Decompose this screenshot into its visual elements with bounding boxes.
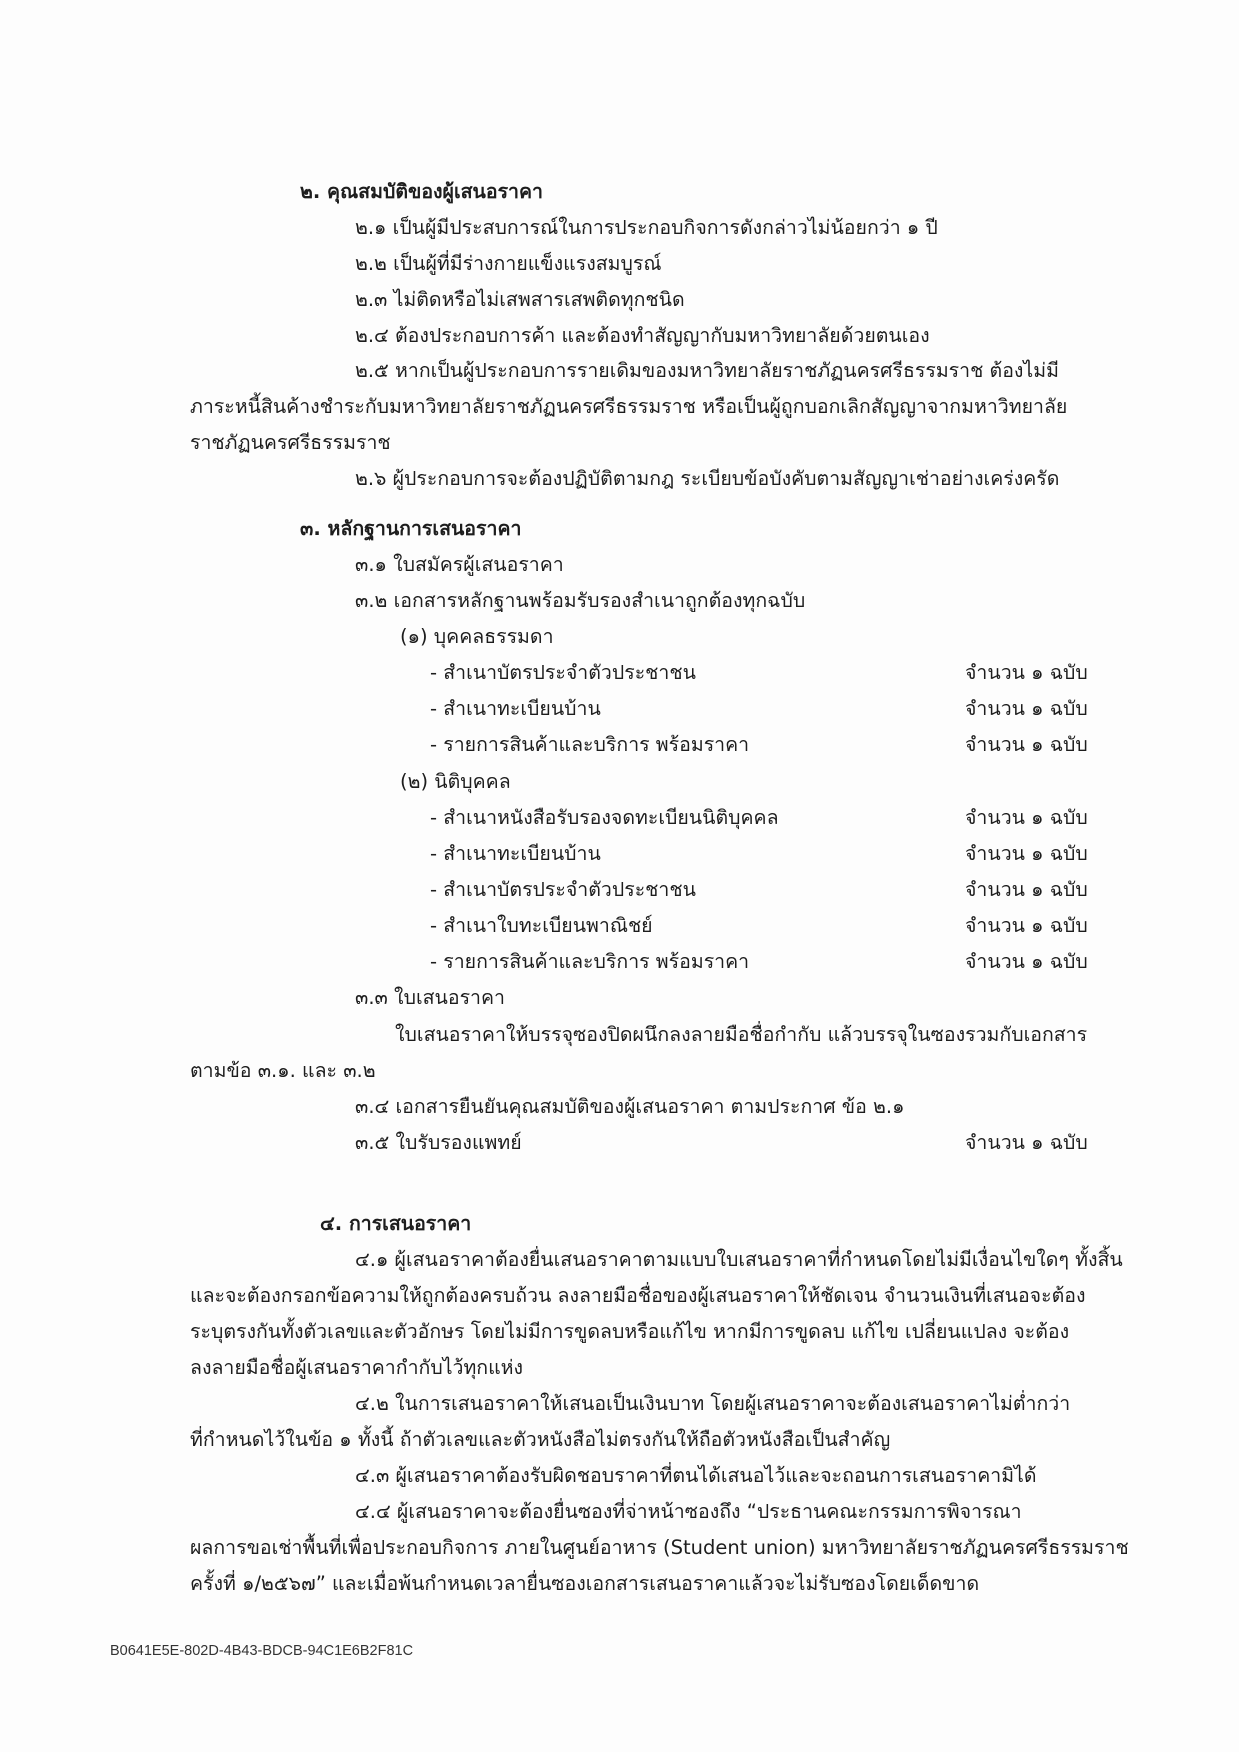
juristic-doc-name: - สำเนาใบทะเบียนพาณิชย์ bbox=[430, 914, 653, 937]
section-2-item-5-line-3: ราชภัฏนครศรีธรรมราช bbox=[190, 431, 391, 454]
juristic-doc-qty: จำนวน ๑ ฉบับ bbox=[965, 806, 1088, 829]
person-doc-name: - สำเนาบัตรประจำตัวประชาชน bbox=[430, 661, 696, 684]
juristic-doc-qty: จำนวน ๑ ฉบับ bbox=[965, 914, 1088, 937]
section-3-item-5: ๓.๕ ใบรับรองแพทย์ bbox=[355, 1131, 522, 1154]
section-4-p1-line: ๔.๑ ผู้เสนอราคาต้องยื่นเสนอราคาตามแบบใบเสนอราคาที่กำหนดโดยไม่มีเงื่อนไขใดๆ ทั้งสิ้น bbox=[355, 1248, 1123, 1271]
section-3-item-3-text-2: ตามข้อ ๓.๑. และ ๓.๒ bbox=[190, 1059, 376, 1082]
section-2-item: ๒.๒ เป็นผู้ที่มีร่างกายแข็งแรงสมบูรณ์ bbox=[355, 252, 662, 275]
section-4-p3: ๔.๓ ผู้เสนอราคาต้องรับผิดชอบราคาที่ตนได้เสนอไว้และจะถอนการเสนอราคามิได้ bbox=[355, 1464, 1037, 1487]
person-doc-name: - สำเนาทะเบียนบ้าน bbox=[430, 697, 601, 720]
section-3-item-3: ๓.๓ ใบเสนอราคา bbox=[355, 986, 505, 1009]
section-4-p2-line: ที่กำหนดไว้ในข้อ ๑ ทั้งนี้ ถ้าตัวเลขและตัวหนังสือไม่ตรงกันให้ถือตัวหนังสือเป็นสำคัญ bbox=[190, 1428, 891, 1451]
natural-person-heading: (๑) บุคคลธรรมดา bbox=[400, 625, 554, 648]
section-4-p4-line: ๔.๔ ผู้เสนอราคาจะต้องยื่นซองที่จ่าหน้าซองถึง “ประธานคณะกรรมการพิจารณา bbox=[355, 1500, 1022, 1523]
section-2-item-5-line-2: ภาระหนี้สินค้างชำระกับมหาวิทยาลัยราชภัฏนครศรีธรรมราช หรือเป็นผู้ถูกบอกเลิกสัญญาจากมหาวิทยาลัย bbox=[190, 395, 1068, 418]
person-doc-qty: จำนวน ๑ ฉบับ bbox=[965, 661, 1088, 684]
section-4-p1-line: ระบุตรงกันทั้งตัวเลขและตัวอักษร โดยไม่มีการขูดลบหรือแก้ไข หากมีการขูดลบ แก้ไข เปลี่ยนแปลง จะต้อง bbox=[190, 1320, 1070, 1343]
section-3-item-3-text-1: ใบเสนอราคาให้บรรจุซองปิดผนึกลงลายมือชื่อกำกับ แล้วบรรจุในซองรวมกับเอกสาร bbox=[395, 1023, 1088, 1046]
section-3-item-4: ๓.๔ เอกสารยืนยันคุณสมบัติของผู้เสนอราคา ตามประกาศ ข้อ ๒.๑ bbox=[355, 1095, 905, 1118]
person-doc-qty: จำนวน ๑ ฉบับ bbox=[965, 733, 1088, 756]
document-code: B0641E5E-802D-4B43-BDCB-94C1E6B2F81C bbox=[110, 1643, 414, 1659]
section-3-item-1: ๓.๑ ใบสมัครผู้เสนอราคา bbox=[355, 553, 564, 576]
section-3-item-2: ๓.๒ เอกสารหลักฐานพร้อมรับรองสำเนาถูกต้องทุกฉบับ bbox=[355, 589, 806, 612]
juristic-doc-name: - สำเนาทะเบียนบ้าน bbox=[430, 842, 601, 865]
section-2-heading: ๒. คุณสมบัติของผู้เสนอราคา bbox=[300, 180, 543, 203]
juristic-doc-name: - รายการสินค้าและบริการ พร้อมราคา bbox=[430, 950, 750, 973]
section-4-p1-line: และจะต้องกรอกข้อความให้ถูกต้องครบถ้วน ลงลายมือชื่อของผู้เสนอราคาให้ชัดเจน จำนวนเงินที่เสนอจะต้อง bbox=[190, 1284, 1086, 1307]
juristic-doc-qty: จำนวน ๑ ฉบับ bbox=[965, 842, 1088, 865]
section-3-item-5-qty: จำนวน ๑ ฉบับ bbox=[965, 1131, 1088, 1154]
section-2-item: ๒.๓ ไม่ติดหรือไม่เสพสารเสพติดทุกชนิด bbox=[355, 288, 685, 311]
juristic-doc-qty: จำนวน ๑ ฉบับ bbox=[965, 950, 1088, 973]
section-4-p1-line: ลงลายมือชื่อผู้เสนอราคากำกับไว้ทุกแห่ง bbox=[190, 1356, 524, 1379]
section-3-heading: ๓. หลักฐานการเสนอราคา bbox=[300, 517, 522, 540]
section-2-item-5-line-1: ๒.๕ หากเป็นผู้ประกอบการรายเดิมของมหาวิทยาลัยราชภัฏนครศรีธรรมราช ต้องไม่มี bbox=[355, 359, 1059, 382]
person-doc-qty: จำนวน ๑ ฉบับ bbox=[965, 697, 1088, 720]
section-4-p4-line: ผลการขอเช่าพื้นที่เพื่อประกอบกิจการ ภายในศูนย์อาหาร (Student union) มหาวิทยาลัยราชภัฏนครศรีธรรมราช bbox=[190, 1536, 1129, 1559]
juristic-doc-name: - สำเนาหนังสือรับรองจดทะเบียนนิติบุคคล bbox=[430, 806, 779, 829]
juristic-doc-qty: จำนวน ๑ ฉบับ bbox=[965, 878, 1088, 901]
juristic-doc-name: - สำเนาบัตรประจำตัวประชาชน bbox=[430, 878, 696, 901]
section-2-item-6: ๒.๖ ผู้ประกอบการจะต้องปฏิบัติตามกฎ ระเบียบข้อบังคับตามสัญญาเช่าอย่างเคร่งครัด bbox=[355, 467, 1060, 490]
juristic-person-heading: (๒) นิติบุคคล bbox=[400, 770, 511, 793]
section-4-p2-line: ๔.๒ ในการเสนอราคาให้เสนอเป็นเงินบาท โดยผู้เสนอราคาจะต้องเสนอราคาไม่ต่ำกว่า bbox=[355, 1392, 1071, 1415]
section-2-item: ๒.๑ เป็นผู้มีประสบการณ์ในการประกอบกิจการดังกล่าวไม่น้อยกว่า ๑ ปี bbox=[355, 216, 938, 239]
section-4-p4-line: ครั้งที่ ๑/๒๕๖๗” และเมื่อพ้นกำหนดเวลายื่นซองเอกสารเสนอราคาแล้วจะไม่รับซองโดยเด็ดขาด bbox=[190, 1572, 980, 1595]
person-doc-name: - รายการสินค้าและบริการ พร้อมราคา bbox=[430, 733, 750, 756]
section-4-heading: ๔. การเสนอราคา bbox=[320, 1212, 472, 1235]
section-2-item: ๒.๔ ต้องประกอบการค้า และต้องทำสัญญากับมหาวิทยาลัยด้วยตนเอง bbox=[355, 324, 930, 347]
